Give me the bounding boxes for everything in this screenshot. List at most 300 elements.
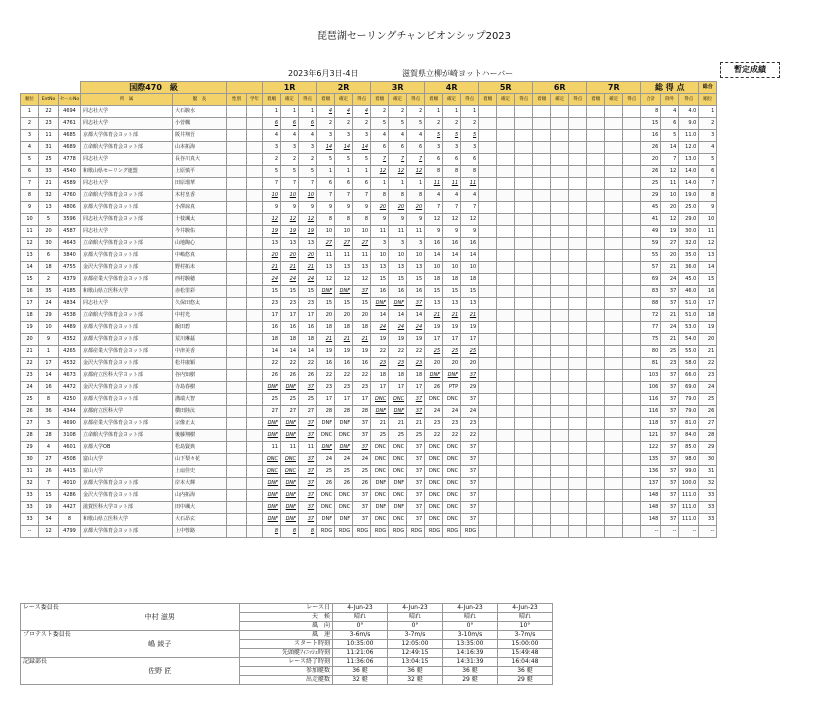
race-score <box>569 502 587 514</box>
race-finish: 10 <box>371 250 389 262</box>
race-finish: DNC <box>371 454 389 466</box>
race-score <box>569 286 587 298</box>
info-value: 16:04:48 <box>498 658 553 667</box>
grade <box>247 466 263 478</box>
race-finish: DNF <box>263 490 281 502</box>
race-confirmed: 20 <box>281 250 299 262</box>
skipper: 山地陶心 <box>173 238 227 250</box>
table-row <box>21 202 717 214</box>
race-score: 4 <box>299 130 317 142</box>
skipper: 赤松里彩 <box>173 286 227 298</box>
race-score: 37 <box>407 502 425 514</box>
race-finish <box>587 490 605 502</box>
race-score <box>515 526 533 538</box>
race-score <box>623 286 641 298</box>
race-finish <box>533 154 551 166</box>
team: 京都大学体育会ヨット部 <box>81 130 173 142</box>
table-row <box>21 406 717 418</box>
race-finish: 9 <box>263 202 281 214</box>
race-score <box>623 142 641 154</box>
sail-no: 4286 <box>59 490 81 502</box>
net-points: 32.0 <box>679 238 699 250</box>
race-score <box>623 454 641 466</box>
gender <box>227 370 247 382</box>
race-score <box>569 346 587 358</box>
rank: 8 <box>21 190 39 202</box>
race-confirmed <box>497 286 515 298</box>
race-confirmed: 21 <box>281 262 299 274</box>
table-row <box>21 358 717 370</box>
race-score: 11 <box>353 250 371 262</box>
net-points: 45.0 <box>679 274 699 286</box>
total-sum: 8 <box>641 106 661 118</box>
race-score: 20 <box>407 202 425 214</box>
race-score: 26 <box>299 370 317 382</box>
table-row <box>21 262 717 274</box>
sail-no: 4694 <box>59 106 81 118</box>
grade <box>247 418 263 430</box>
race-finish: RDG <box>371 526 389 538</box>
race-finish <box>479 286 497 298</box>
race-confirmed <box>497 226 515 238</box>
grade <box>247 442 263 454</box>
total-sum: 72 <box>641 310 661 322</box>
race-score: 7 <box>299 178 317 190</box>
race-confirmed <box>605 310 623 322</box>
table-row <box>21 118 717 130</box>
race-confirmed: DNF <box>389 478 407 490</box>
race-confirmed: DNC <box>389 454 407 466</box>
race-score: 37 <box>407 478 425 490</box>
race-finish: 1 <box>371 178 389 190</box>
info-label: 出走艇数 <box>240 676 333 685</box>
race-finish: 17 <box>263 310 281 322</box>
race-confirmed: 26 <box>281 370 299 382</box>
race-finish: 13 <box>425 298 443 310</box>
race-confirmed <box>605 502 623 514</box>
race-finish: 8 <box>425 166 443 178</box>
net-points: 69.0 <box>679 382 699 394</box>
team: 同志社大学 <box>81 106 173 118</box>
entry-no: 24 <box>39 298 59 310</box>
race-score: 37 <box>353 442 371 454</box>
rank: 24 <box>21 382 39 394</box>
race-score: 37 <box>461 394 479 406</box>
race-score: 22 <box>299 358 317 370</box>
race-finish <box>587 454 605 466</box>
race-confirmed <box>497 298 515 310</box>
race-confirmed <box>551 226 569 238</box>
race-finish <box>533 262 551 274</box>
discard: 37 <box>661 478 679 490</box>
discard: 20 <box>661 202 679 214</box>
team: 金沢大学体育会ヨット部 <box>81 490 173 502</box>
gender <box>227 238 247 250</box>
race-score <box>515 250 533 262</box>
race-confirmed: 23 <box>335 382 353 394</box>
net-points: 81.0 <box>679 418 699 430</box>
discard: 21 <box>661 310 679 322</box>
race-score <box>623 310 641 322</box>
race-finish <box>587 370 605 382</box>
race-confirmed: 16 <box>443 238 461 250</box>
race-finish <box>479 466 497 478</box>
race-sub-head: 確定 <box>551 94 569 106</box>
rank: 3 <box>21 130 39 142</box>
skipper: 上原慎平 <box>173 166 227 178</box>
race-score <box>515 214 533 226</box>
race-finish <box>479 430 497 442</box>
race-finish: DNC <box>425 454 443 466</box>
discard: 37 <box>661 430 679 442</box>
race-score: 23 <box>299 298 317 310</box>
gender <box>227 514 247 526</box>
race-confirmed <box>497 142 515 154</box>
race-score: 2 <box>353 118 371 130</box>
race-score: 37 <box>299 466 317 478</box>
sail-no: 4755 <box>59 262 81 274</box>
race-finish <box>587 226 605 238</box>
race-finish: 3 <box>425 142 443 154</box>
grade <box>247 526 263 538</box>
race-confirmed: 4 <box>443 190 461 202</box>
table-row <box>21 166 717 178</box>
race-score: 25 <box>299 394 317 406</box>
sail-no: 4689 <box>59 142 81 154</box>
race-score: 5 <box>299 166 317 178</box>
total-sum: 75 <box>641 334 661 346</box>
race-confirmed <box>551 286 569 298</box>
race-score: 37 <box>461 370 479 382</box>
overall-rank: 16 <box>699 286 717 298</box>
grade <box>247 106 263 118</box>
race-confirmed: DNF <box>281 478 299 490</box>
race-finish <box>533 214 551 226</box>
table-row <box>21 514 717 526</box>
race-finish: 20 <box>425 358 443 370</box>
table-row <box>21 250 717 262</box>
sail-no: 4806 <box>59 202 81 214</box>
race-score: 7 <box>407 154 425 166</box>
race-confirmed: 22 <box>389 346 407 358</box>
team: 同志社大学 <box>81 154 173 166</box>
race-finish: 17 <box>425 334 443 346</box>
race-score: 16 <box>407 286 425 298</box>
grade <box>247 430 263 442</box>
overall-rank: 8 <box>699 190 717 202</box>
race-confirmed: 25 <box>335 466 353 478</box>
info-label: 参加艇数 <box>240 667 333 676</box>
race-score: 27 <box>299 406 317 418</box>
race-finish: 22 <box>317 370 335 382</box>
race-finish: 25 <box>425 346 443 358</box>
race-confirmed: 11 <box>443 178 461 190</box>
team: 和歌山県セーリング連盟 <box>81 166 173 178</box>
race-finish: 6 <box>317 178 335 190</box>
race-finish: DNF <box>371 502 389 514</box>
race-finish <box>587 142 605 154</box>
race-score: RDG <box>461 526 479 538</box>
rank: 5 <box>21 154 39 166</box>
race-finish: 2 <box>263 154 281 166</box>
race-confirmed <box>551 274 569 286</box>
grade <box>247 214 263 226</box>
race-score <box>623 322 641 334</box>
sail-no: 4379 <box>59 274 81 286</box>
race-score <box>623 262 641 274</box>
race-confirmed: 10 <box>281 190 299 202</box>
race-confirmed: DNC <box>389 394 407 406</box>
gender <box>227 298 247 310</box>
race-confirmed <box>497 178 515 190</box>
race-confirmed: 12 <box>443 214 461 226</box>
race-finish: 2 <box>371 106 389 118</box>
sail-no: 4265 <box>59 346 81 358</box>
race-finish <box>533 418 551 430</box>
race-score: 15 <box>299 286 317 298</box>
race-score: 17 <box>461 334 479 346</box>
race-confirmed: 5 <box>443 130 461 142</box>
race-confirmed: 19 <box>281 226 299 238</box>
race-score: 18 <box>299 334 317 346</box>
skipper: 中村光 <box>173 310 227 322</box>
race-finish <box>479 178 497 190</box>
race-finish <box>587 202 605 214</box>
total-sum: 57 <box>641 262 661 274</box>
team: 同志社大学 <box>81 298 173 310</box>
race-score: 4 <box>353 106 371 118</box>
race-confirmed: 19 <box>443 322 461 334</box>
skipper: 長谷川真大 <box>173 154 227 166</box>
race-score <box>569 298 587 310</box>
grade <box>247 142 263 154</box>
race-score: 37 <box>299 382 317 394</box>
race-score: 24 <box>353 454 371 466</box>
net-points: 36.0 <box>679 262 699 274</box>
race-finish: DNC <box>263 454 281 466</box>
total-sum: 15 <box>641 118 661 130</box>
table-row <box>21 418 717 430</box>
race-confirmed <box>551 490 569 502</box>
gender <box>227 502 247 514</box>
race-confirmed <box>551 514 569 526</box>
net-points: 13.0 <box>679 154 699 166</box>
overall-rank: 5 <box>699 154 717 166</box>
race-score <box>623 298 641 310</box>
sail-no: 4673 <box>59 370 81 382</box>
race-finish: DNC <box>317 490 335 502</box>
skipper: 山下梨々花 <box>173 454 227 466</box>
grade <box>247 514 263 526</box>
race-confirmed: 11 <box>389 226 407 238</box>
total-sum: 148 <box>641 514 661 526</box>
race-confirmed <box>551 454 569 466</box>
race-confirmed <box>551 142 569 154</box>
rank: 26 <box>21 406 39 418</box>
race-score <box>569 310 587 322</box>
gender <box>227 418 247 430</box>
race-finish <box>587 130 605 142</box>
total-sum: 136 <box>641 466 661 478</box>
entry-no: 20 <box>39 226 59 238</box>
race-confirmed: 4 <box>335 106 353 118</box>
discard: 37 <box>661 466 679 478</box>
race-finish: DNC <box>371 466 389 478</box>
skipper: 松島賢典 <box>173 442 227 454</box>
race-finish: 18 <box>263 334 281 346</box>
race-finish <box>479 346 497 358</box>
race-finish: 15 <box>317 298 335 310</box>
race-confirmed <box>497 406 515 418</box>
race-confirmed: DNF <box>335 418 353 430</box>
race-confirmed: RDG <box>443 526 461 538</box>
race-confirmed: 12 <box>389 166 407 178</box>
race-finish <box>587 466 605 478</box>
race-score: 14 <box>353 142 371 154</box>
race-confirmed <box>551 430 569 442</box>
total-sum: 122 <box>641 442 661 454</box>
race-confirmed <box>605 274 623 286</box>
discard: 37 <box>661 454 679 466</box>
grade <box>247 274 263 286</box>
race-finish <box>533 274 551 286</box>
race-confirmed <box>497 466 515 478</box>
race-score: 23 <box>461 418 479 430</box>
net-points: 11.0 <box>679 130 699 142</box>
official-role: レース委員長 <box>21 604 81 631</box>
race-confirmed: DNF <box>389 502 407 514</box>
race-finish: 8 <box>371 190 389 202</box>
race-finish: 28 <box>317 406 335 418</box>
race-confirmed: DNF <box>335 442 353 454</box>
race-confirmed: 25 <box>389 430 407 442</box>
race-confirmed <box>497 334 515 346</box>
race-finish: 21 <box>263 262 281 274</box>
race-score: 18 <box>461 274 479 286</box>
race-score: 21 <box>353 334 371 346</box>
race-finish: 25 <box>371 430 389 442</box>
table-row <box>21 466 717 478</box>
race-sub-head: 確定 <box>605 94 623 106</box>
sail-no: 4834 <box>59 298 81 310</box>
race-finish <box>479 514 497 526</box>
race-score: 37 <box>407 298 425 310</box>
rank: 32 <box>21 478 39 490</box>
sail-no: 4352 <box>59 334 81 346</box>
race-sub-head: 得点 <box>353 94 371 106</box>
rank: 15 <box>21 274 39 286</box>
race-score <box>515 406 533 418</box>
race-confirmed <box>605 334 623 346</box>
race-finish: 22 <box>263 358 281 370</box>
race-confirmed: 22 <box>335 370 353 382</box>
race-score: 17 <box>299 310 317 322</box>
race-confirmed: 19 <box>335 346 353 358</box>
entry-no: 26 <box>39 466 59 478</box>
info-row <box>21 631 553 640</box>
table-row <box>21 106 717 118</box>
race-score: 16 <box>353 358 371 370</box>
col-head-1: EntNo <box>39 94 59 106</box>
race-confirmed <box>605 370 623 382</box>
rank: 18 <box>21 310 39 322</box>
gender <box>227 166 247 178</box>
race-score <box>569 430 587 442</box>
skipper: 飯田碧 <box>173 322 227 334</box>
race-score: 37 <box>461 442 479 454</box>
race-finish: DNF <box>317 286 335 298</box>
sail-no: 4532 <box>59 358 81 370</box>
grade <box>247 346 263 358</box>
race-confirmed <box>605 346 623 358</box>
grade <box>247 298 263 310</box>
race-confirmed: 20 <box>335 310 353 322</box>
race-score: 12 <box>461 214 479 226</box>
race-finish <box>533 502 551 514</box>
race-confirmed <box>605 214 623 226</box>
race-score: 7 <box>461 202 479 214</box>
race-finish: 21 <box>371 418 389 430</box>
overall-rank: 33 <box>699 490 717 502</box>
team: 滋賀医科大学ヨット部 <box>81 502 173 514</box>
race-confirmed: RDG <box>389 526 407 538</box>
sail-no: 4761 <box>59 118 81 130</box>
race-sub-head: 得点 <box>407 94 425 106</box>
overall-rank: 24 <box>699 382 717 394</box>
race-finish: 12 <box>371 166 389 178</box>
rank: 21 <box>21 346 39 358</box>
grade <box>247 478 263 490</box>
race-sub-head: 確定 <box>335 94 353 106</box>
skipper: 久保田悠太 <box>173 298 227 310</box>
race-finish: DNF <box>263 430 281 442</box>
gender <box>227 454 247 466</box>
race-finish: 16 <box>425 238 443 250</box>
race-score: 37 <box>461 502 479 514</box>
race-finish: 20 <box>371 202 389 214</box>
info-value: 4-Jun-23 <box>443 604 498 613</box>
race-confirmed <box>605 106 623 118</box>
race-confirmed <box>605 226 623 238</box>
race-score: 14 <box>299 346 317 358</box>
gender <box>227 154 247 166</box>
total-sub-head: 合計 <box>641 94 661 106</box>
skipper: 横田陸汰 <box>173 406 227 418</box>
race-finish: DNF <box>263 478 281 490</box>
info-value: 10° <box>498 622 553 631</box>
gender <box>227 250 247 262</box>
race-score: 19 <box>353 346 371 358</box>
discard: 37 <box>661 418 679 430</box>
net-points: 25.0 <box>679 202 699 214</box>
entry-no: 11 <box>39 130 59 142</box>
grade <box>247 490 263 502</box>
race-finish <box>587 526 605 538</box>
race-finish: 21 <box>317 334 335 346</box>
race-confirmed: DNF <box>281 502 299 514</box>
sail-no: 8 <box>59 514 81 526</box>
race-finish <box>587 334 605 346</box>
race-finish <box>479 370 497 382</box>
race-confirmed: 1 <box>335 166 353 178</box>
grade <box>247 262 263 274</box>
total-sum: 137 <box>641 478 661 490</box>
race-score: 2 <box>461 118 479 130</box>
race-score <box>623 526 641 538</box>
race-confirmed: 21 <box>335 334 353 346</box>
discard: 5 <box>661 130 679 142</box>
net-points: 12.0 <box>679 142 699 154</box>
